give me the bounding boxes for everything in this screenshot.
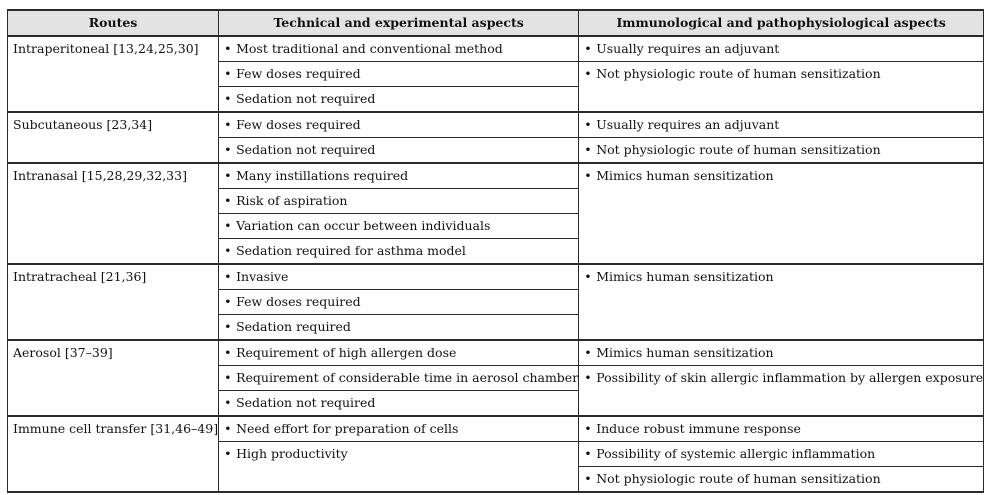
technical-text: Sedation required — [236, 319, 351, 334]
bullet-icon: • — [584, 269, 592, 284]
technical-cell — [219, 290, 579, 315]
technical-text: Few doses required — [236, 117, 361, 132]
technical-text: Risk of aspiration — [236, 193, 348, 208]
technical-text: Invasive — [236, 269, 289, 284]
technical-cell — [219, 214, 579, 239]
technical-text: Sedation not required — [236, 91, 376, 106]
technical-text: High productivity — [236, 446, 348, 461]
bullet-icon: • — [584, 66, 592, 81]
route-cell: Immune cell transfer [31,46–49] — [8, 416, 219, 492]
technical-cell — [219, 264, 579, 290]
table-row — [8, 340, 984, 366]
immunological-text: Not physiologic route of human sensitization — [596, 142, 881, 157]
technical-cell — [219, 416, 579, 442]
bullet-icon: • — [224, 446, 232, 461]
technical-text: Sedation not required — [236, 395, 376, 410]
technical-text: Sedation not required — [236, 142, 376, 157]
immunological-text: Not physiologic route of human sensitization — [596, 471, 881, 486]
immunological-cell — [579, 416, 984, 442]
bullet-icon: • — [224, 294, 232, 309]
immunological-text: Possibility of skin allergic inflammation by allergen exposure — [596, 370, 984, 385]
technical-cell — [219, 36, 579, 62]
header-routes: Routes — [8, 10, 219, 36]
bullet-icon: • — [224, 243, 232, 258]
bullet-icon: • — [224, 218, 232, 233]
immunological-cell — [579, 340, 984, 366]
immunological-text: Mimics human sensitization — [596, 168, 774, 183]
bullet-icon: • — [224, 370, 232, 385]
bullet-icon: • — [224, 117, 232, 132]
immunological-cell — [579, 467, 984, 493]
technical-text: Requirement of considerable time in aerosol chamber — [236, 370, 579, 385]
technical-text: Few doses required — [236, 66, 361, 81]
technical-cell — [219, 442, 579, 493]
table-row — [8, 416, 984, 442]
immunological-cell — [579, 163, 984, 264]
table-row — [8, 36, 984, 62]
bullet-icon: • — [224, 168, 232, 183]
technical-text: Variation can occur between individuals — [236, 218, 491, 233]
bullet-icon: • — [584, 168, 592, 183]
technical-text: Many instillations required — [236, 168, 409, 183]
bullet-icon: • — [224, 421, 232, 436]
immunological-cell — [579, 62, 984, 113]
technical-text: Few doses required — [236, 294, 361, 309]
bullet-icon: • — [584, 41, 592, 56]
bullet-icon: • — [584, 370, 592, 385]
technical-cell — [219, 340, 579, 366]
technical-cell — [219, 315, 579, 341]
bullet-icon: • — [584, 345, 592, 360]
bullet-icon: • — [584, 471, 592, 486]
bullet-icon: • — [224, 91, 232, 106]
route-cell: Intranasal [15,28,29,32,33] — [8, 163, 219, 264]
technical-text: Most traditional and conventional method — [236, 41, 503, 56]
technical-cell — [219, 112, 579, 138]
route-cell: Intratracheal [21,36] — [8, 264, 219, 340]
technical-cell — [219, 366, 579, 391]
bullet-icon: • — [584, 421, 592, 436]
immunological-text: Mimics human sensitization — [596, 269, 774, 284]
bullet-icon: • — [224, 66, 232, 81]
routes-comparison-table — [7, 9, 984, 493]
route-cell: Intraperitoneal [13,24,25,30] — [8, 36, 219, 112]
bullet-icon: • — [224, 269, 232, 284]
header-technical: Technical and experimental aspects — [219, 10, 579, 36]
immunological-cell — [579, 442, 984, 467]
immunological-cell — [579, 112, 984, 138]
bullet-icon: • — [224, 193, 232, 208]
immunological-text: Not physiologic route of human sensitization — [596, 66, 881, 81]
immunological-text: Mimics human sensitization — [596, 345, 774, 360]
bullet-icon: • — [584, 446, 592, 461]
table-row — [8, 264, 984, 290]
bullet-icon: • — [224, 142, 232, 157]
immunological-text: Usually requires an adjuvant — [596, 41, 780, 56]
bullet-icon: • — [584, 142, 592, 157]
immunological-cell — [579, 264, 984, 340]
table-body — [8, 36, 984, 492]
immunological-cell — [579, 138, 984, 164]
technical-cell — [219, 138, 579, 164]
technical-cell — [219, 62, 579, 87]
bullet-icon: • — [584, 117, 592, 132]
table-row — [8, 112, 984, 138]
bullet-icon: • — [224, 395, 232, 410]
bullet-icon: • — [224, 319, 232, 334]
technical-cell — [219, 189, 579, 214]
immunological-text: Usually requires an adjuvant — [596, 117, 780, 132]
technical-cell — [219, 87, 579, 113]
technical-text: Sedation required for asthma model — [236, 243, 466, 258]
header-immunological: Immunological and pathophysiological aspects — [579, 10, 984, 36]
technical-cell — [219, 391, 579, 417]
immunological-cell — [579, 366, 984, 417]
technical-text: Need effort for preparation of cells — [236, 421, 459, 436]
bullet-icon: • — [224, 345, 232, 360]
immunological-text: Induce robust immune response — [596, 421, 801, 436]
table-row — [8, 163, 984, 189]
route-cell: Subcutaneous [23,34] — [8, 112, 219, 163]
immunological-text: Possibility of systemic allergic inflammation — [596, 446, 876, 461]
header-row — [8, 10, 984, 36]
route-cell: Aerosol [37–39] — [8, 340, 219, 416]
technical-cell — [219, 163, 579, 189]
technical-text: Requirement of high allergen dose — [236, 345, 457, 360]
technical-cell — [219, 239, 579, 265]
immunological-cell — [579, 36, 984, 62]
bullet-icon: • — [224, 41, 232, 56]
